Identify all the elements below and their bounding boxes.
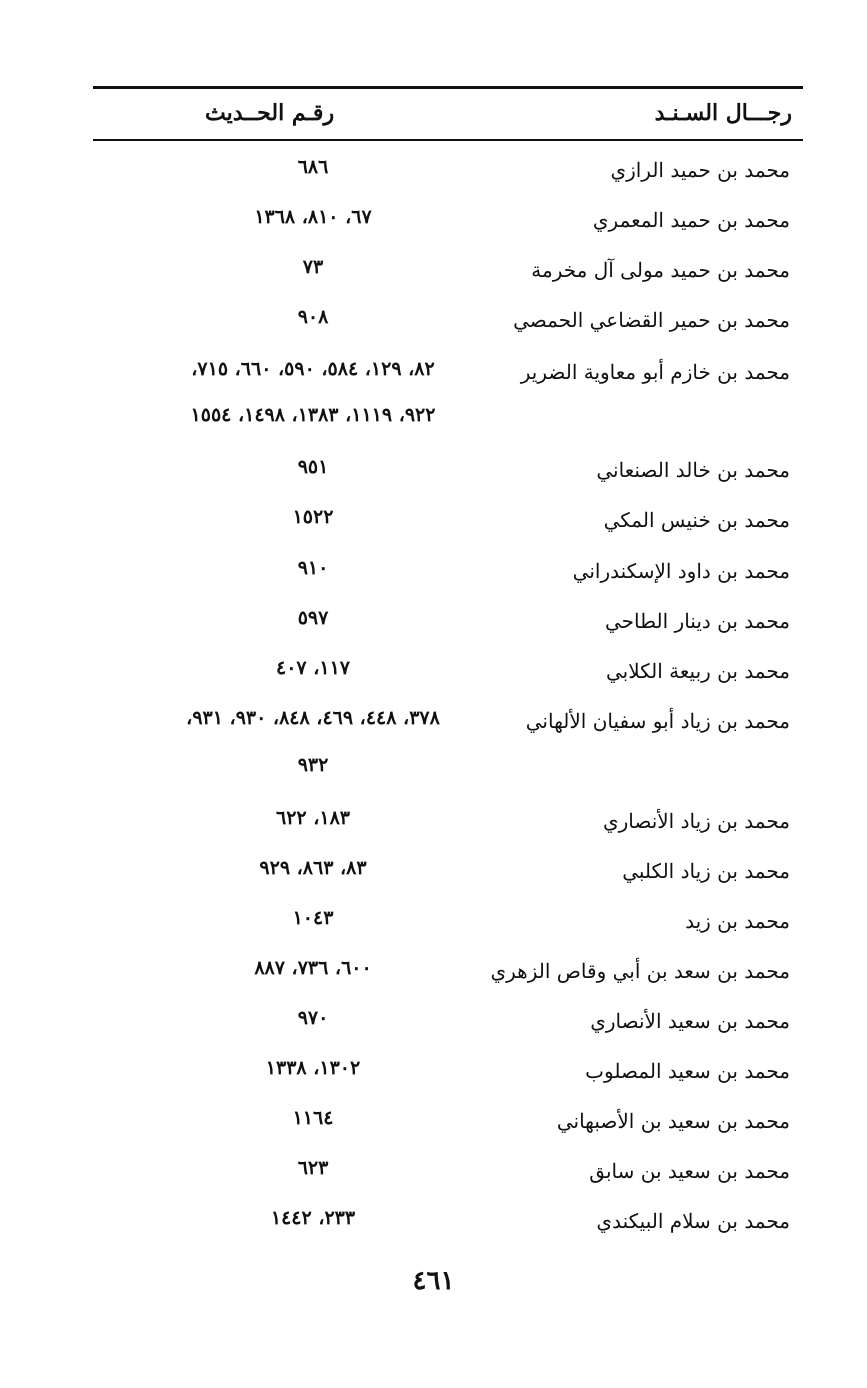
- table-row: [93, 903, 790, 947]
- hadith-numbers: ٦٠٠، ٧٣٦، ٨٨٧: [254, 957, 372, 979]
- narrator-name: محمد بن زيد: [685, 909, 790, 933]
- narrator-name: محمد بن خنيس المكي: [603, 508, 790, 532]
- table-row: [93, 750, 790, 794]
- narrator-name: محمد بن سلام البيكندي: [596, 1209, 790, 1233]
- table-row: [93, 252, 790, 296]
- narrator-name: محمد بن حميد المعمري: [592, 208, 790, 232]
- hadith-numbers: ٩٢٢، ١١١٩، ١٣٨٣، ١٤٩٨، ١٥٥٤: [190, 404, 436, 426]
- table-row: [93, 553, 790, 597]
- table-row: [93, 1053, 790, 1097]
- hadith-numbers: ١١٦٤: [292, 1107, 334, 1129]
- table-row: [93, 653, 790, 697]
- table-row: [93, 953, 790, 997]
- narrator-name: محمد بن سعد بن أبي وقاص الزهري: [490, 959, 790, 983]
- page-number: ٤٦١: [412, 1266, 455, 1296]
- table-row: [93, 853, 790, 897]
- narrator-name: محمد بن زياد الأنصاري: [602, 809, 790, 833]
- hadith-numbers: ٩٥١: [297, 456, 329, 478]
- table-row: [93, 302, 790, 346]
- table-row: [93, 400, 790, 444]
- narrator-name: محمد بن ربيعة الكلابي: [605, 659, 790, 683]
- table-row: [93, 152, 790, 196]
- table-row: [93, 502, 790, 546]
- table-row: [93, 1103, 790, 1147]
- narrator-name: محمد بن حمير القضاعي الحمصي: [513, 308, 790, 332]
- hadith-numbers: ٩٣٢: [297, 754, 329, 776]
- hadith-numbers: ٢٣٣، ١٤٤٢: [270, 1207, 356, 1229]
- hadith-numbers: ٥٩٧: [297, 607, 329, 629]
- narrator-name: محمد بن سعيد بن الأصبهاني: [556, 1109, 790, 1133]
- hadith-numbers: ١٠٤٣: [292, 907, 334, 929]
- hadith-numbers: ١٨٣، ٦٢٢: [276, 807, 350, 829]
- hadith-numbers: ٦٢٣: [297, 1157, 329, 1179]
- hadith-numbers: ٩٠٨: [297, 306, 329, 328]
- table-row: [93, 1153, 790, 1197]
- narrator-name: محمد بن زياد أبو سفيان الألهاني: [525, 709, 790, 733]
- table-row: [93, 703, 790, 747]
- hadith-number-column-header: رقـم الحــديث: [205, 100, 335, 126]
- narrator-name: محمد بن سعيد المصلوب: [585, 1059, 790, 1083]
- narrator-name: محمد بن حميد الرازي: [610, 158, 790, 182]
- narrator-name: محمد بن خازم أبو معاوية الضرير: [520, 360, 790, 384]
- narrator-name: محمد بن زياد الكلبي: [622, 859, 790, 883]
- table-row: [93, 354, 790, 398]
- narrator-name: محمد بن دينار الطاحي: [605, 609, 790, 633]
- hadith-numbers: ١٥٢٢: [292, 506, 334, 528]
- table-row: [93, 603, 790, 647]
- table-row: [93, 202, 790, 246]
- narrator-name: محمد بن سعيد الأنصاري: [590, 1009, 790, 1033]
- table-row: [93, 1003, 790, 1047]
- hadith-numbers: ٣٧٨، ٤٤٨، ٤٦٩، ٨٤٨، ٩٣٠، ٩٣١،: [186, 707, 440, 729]
- hadith-numbers: ٦٨٦: [297, 156, 329, 178]
- narrator-name: محمد بن حميد مولى آل مخرمة: [531, 258, 790, 282]
- hadith-numbers: ١٣٠٢، ١٣٣٨: [265, 1057, 361, 1079]
- hadith-numbers: ٧٣: [302, 256, 324, 278]
- table-row: [93, 803, 790, 847]
- hadith-numbers: ٦٧، ٨١٠، ١٣٦٨: [254, 206, 372, 228]
- narrator-name: محمد بن سعيد بن سابق: [589, 1159, 790, 1183]
- hadith-numbers: ٩١٠: [297, 557, 329, 579]
- hadith-numbers: ١١٧، ٤٠٧: [276, 657, 350, 679]
- narrator-name: محمد بن داود الإسكندراني: [572, 559, 790, 583]
- table-row: [93, 1203, 790, 1247]
- top-rule: [93, 86, 803, 89]
- header-rule: [93, 139, 803, 141]
- hadith-numbers: ٨٢، ١٢٩، ٥٨٤، ٥٩٠، ٦٦٠، ٧١٥،: [191, 358, 435, 380]
- narrators-column-header: رجـــال السـنـد: [654, 100, 792, 126]
- table-row: [93, 452, 790, 496]
- narrator-name: محمد بن خالد الصنعاني: [596, 458, 790, 482]
- hadith-numbers: ٩٧٠: [297, 1007, 329, 1029]
- hadith-numbers: ٨٣، ٨٦٣، ٩٢٩: [259, 857, 367, 879]
